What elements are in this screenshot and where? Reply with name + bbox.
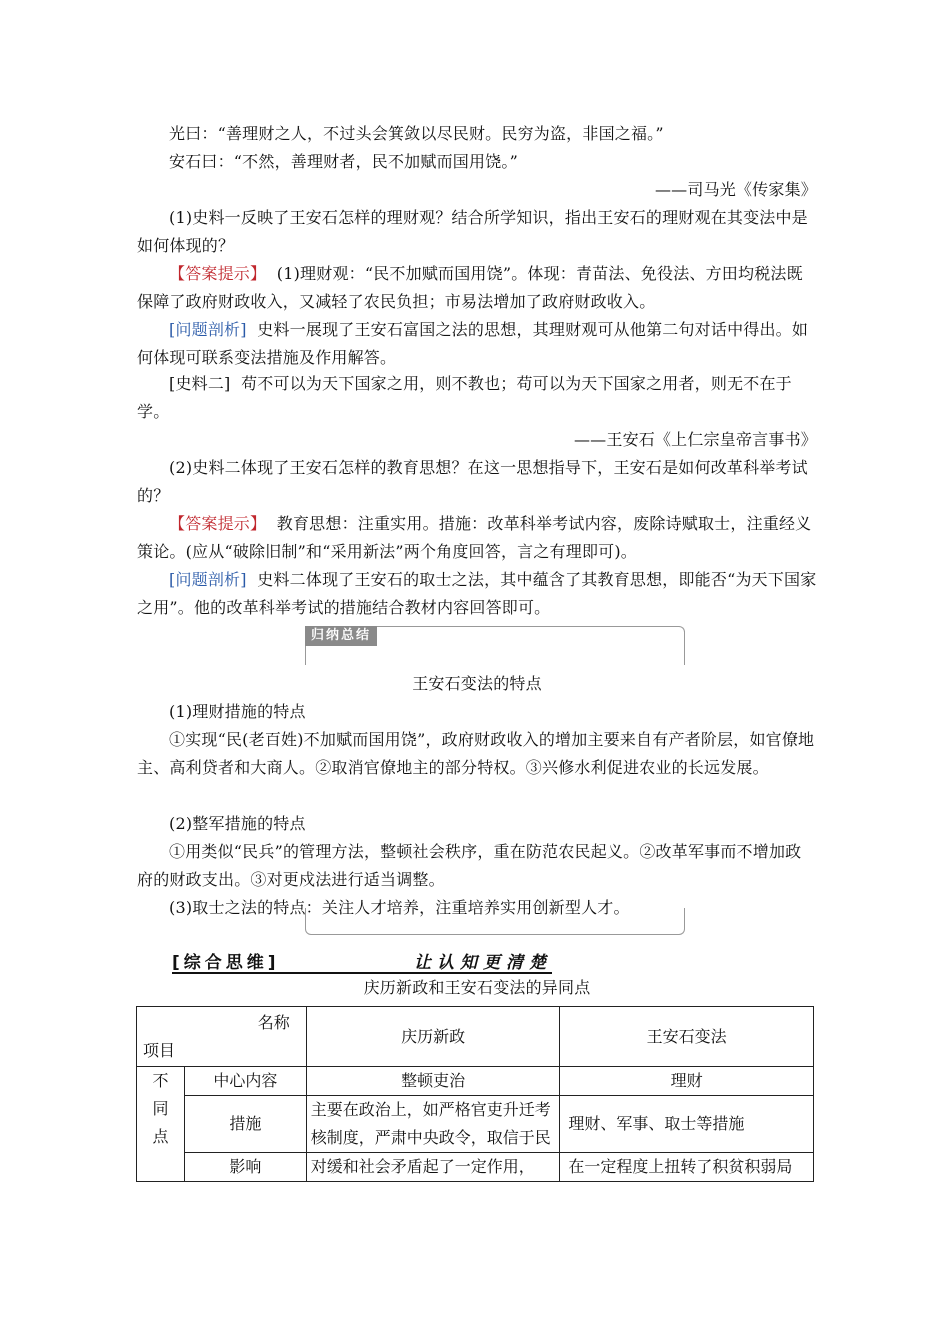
answer-text: 教育思想：注重实用。措施：改革科举考试内容，废除诗赋取士，注重经义策论。(应从“破除旧制”和“采用新法”两个角度回答，言之有理即可)。 [137, 514, 812, 561]
row-qingli: 对缓和社会矛盾起了一定作用， [306, 1153, 560, 1182]
row-wanganshi: 理财、军事、取士等措施 [560, 1096, 814, 1153]
row-wanganshi: 在一定程度上扭转了积贫积弱局 [560, 1153, 814, 1182]
analysis-text: 史料二体现了王安石的取士之法，其中蕴含了其教育思想，即能否“为天下国家之用”。他的改革科举考试的措施结合教材内容回答即可。 [137, 570, 817, 617]
row-item: 影响 [184, 1153, 306, 1182]
section-header [172, 948, 552, 974]
dialogue-line-1: 光曰：“善理财之人，不过头会箕敛以尽民财。民穷为盗，非国之福。” [169, 124, 664, 143]
answer-text: (1)理财观：“民不加赋而国用饶”。体现：青苗法、免役法、方田均税法既保障了政府财政收入，又减轻了农民负担；市易法增加了政府财政收入。 [137, 264, 803, 311]
group-cell: 不同点 [137, 1067, 185, 1182]
table-caption: 庆历新政和王安石变法的异同点 [363, 978, 591, 997]
summary-title: 王安石变法的特点 [412, 674, 542, 693]
column-header-wanganshi: 王安石变法 [560, 1007, 814, 1067]
section-slogan: 让认知更清楚 [414, 953, 552, 973]
analysis-1 [137, 316, 817, 372]
table-row [137, 1067, 814, 1096]
analysis-text: 史料一展现了王安石富国之法的思想，其理财观可从他第二句对话中得出。如何体现可联系变法措施及作用解答。 [137, 320, 809, 367]
dialogue-line-2: 安石曰：“不然，善理财者，民不加赋而国用饶。” [169, 152, 518, 171]
summary-heading-1: (1)理财措施的特点 [169, 702, 306, 721]
summary-tag: 归纳总结 [305, 626, 377, 646]
analysis-label: [问题剖析] [169, 570, 247, 589]
answer-label: 【答案提示】 [169, 264, 267, 283]
row-qingli: 主要在政治上，如严格官吏升迁考核制度，严肃中央政令，取信于民 [306, 1096, 560, 1153]
row-item: 中心内容 [184, 1067, 306, 1096]
summary-paragraph-2: ①用类似“民兵”的管理方法，整顿社会秩序，重在防范农民起义。②改革军事而不增加政府的财政支出。③对更戍法进行适当调整。 [137, 842, 802, 889]
question-1: (1)史料一反映了王安石怎样的理财观？结合所学知识，指出王安石的理财观在其变法中是如何体现的？ [137, 208, 808, 255]
answer-1 [137, 260, 817, 316]
source-2-citation: ——王安石《上仁宗皇帝言事书》 [573, 430, 817, 449]
question-2: (2)史料二体现了王安石怎样的教育思想？在这一思想指导下，王安石是如何改革科举考试的？ [137, 458, 808, 505]
source-2-label: [史料二] [169, 374, 231, 393]
source-2 [137, 370, 817, 426]
table-row [137, 1153, 814, 1182]
summary-paragraph-3: (3)取士之法的特点：关注人才培养，注重培养实用创新型人才。 [169, 898, 630, 917]
summary-heading-2: (2)整军措施的特点 [169, 814, 306, 833]
analysis-2 [137, 566, 817, 622]
row-item: 措施 [184, 1096, 306, 1153]
table-corner-cell [137, 1007, 307, 1067]
source-1-citation: ——司马光《传家集》 [654, 180, 817, 199]
summary-box-bottom [305, 908, 685, 935]
column-header-qingli: 庆历新政 [306, 1007, 560, 1067]
row-qingli: 整顿吏治 [306, 1067, 560, 1096]
table-row [137, 1096, 814, 1153]
table-header-row [137, 1007, 814, 1067]
summary-paragraph-1: ①实现“民(老百姓)不加赋而国用饶”，政府财政收入的增加主要来自有产者阶层，如官僚地主、高利贷者和大商人。②取消官僚地主的部分特权。③兴修水利促进农业的长远发展。 [137, 730, 815, 777]
row-wanganshi: 理财 [560, 1067, 814, 1096]
corner-bottom: 项目 [143, 1040, 176, 1060]
answer-label: 【答案提示】 [169, 514, 267, 533]
analysis-label: [问题剖析] [169, 320, 247, 339]
corner-top: 名称 [257, 1012, 290, 1032]
comparison-table [136, 1006, 814, 1182]
section-label: [综合思维] [172, 953, 280, 973]
source-2-text: 苟不可以为天下国家之用，则不教也；苟可以为天下国家之用者，则无不在于学。 [137, 374, 792, 421]
answer-2 [137, 510, 817, 566]
